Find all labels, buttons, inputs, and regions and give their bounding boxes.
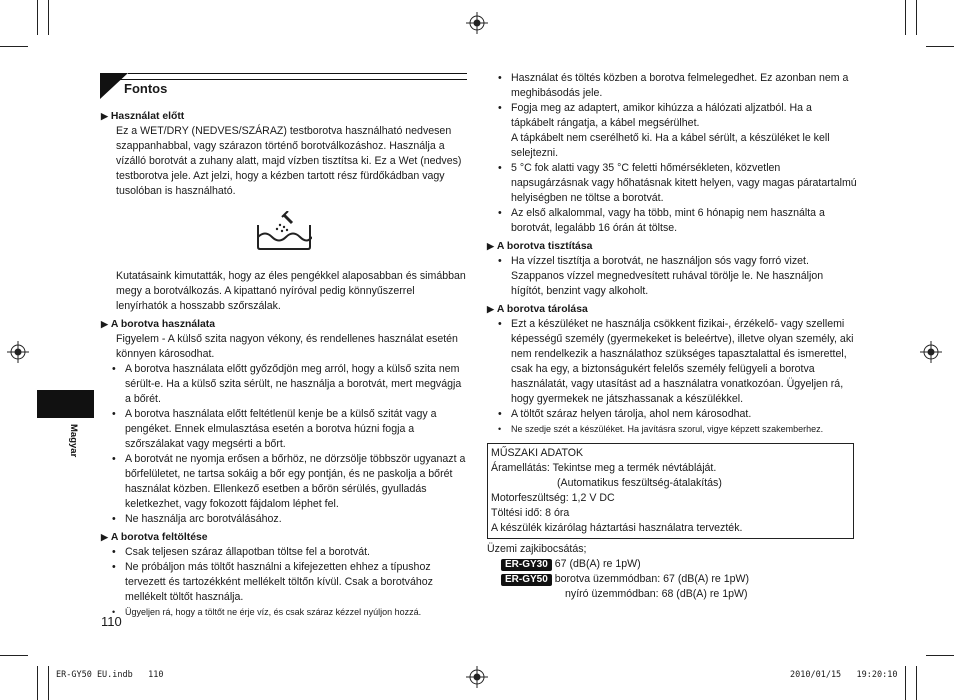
- page-number: 110: [101, 614, 122, 629]
- bullet-list: [487, 254, 857, 299]
- list-item: • Ezt a készüléket ne használja csökkent fizikai-, érzékelő- vagy szellemi képességű személy (gyermekeket is beleértve), illetve olyan személy, aki nem rendelkezik a használathoz szükséges tapasztalattal és ismerettel, csak ha egy, a biztonságukért felelős személy felügyeli a borotva használatát, vagy utasítást ad a használatra vonatkozóan. Ügyeljen rá, hogy gyermekek ne játszhassanak a készülékkel.: [511, 317, 857, 407]
- crop-mark: [48, 0, 49, 35]
- crop-mark: [926, 655, 954, 656]
- crop-mark: [916, 666, 917, 700]
- paragraph: Kutatásaink kimutatták, hogy az éles pengékkel alaposabban és simábban megy a borotválkozás. A kipattanó nyíróval pedig könnyűszerrel lenyírhatók a hosszabb szőrszálak.: [116, 270, 466, 312]
- list-item: • Ügyeljen rá, hogy a töltőt ne érje víz, és csak száraz kézzel nyúljon hozzá.: [125, 605, 469, 620]
- registration-mark-icon: [920, 341, 942, 363]
- right-column: [487, 71, 857, 602]
- list-item: • Az első alkalommal, vagy ha több, mint 6 hónapig nem használta a borotvát, legalább 16 órán át töltse.: [511, 206, 857, 236]
- header-rule: [128, 73, 467, 74]
- noise-row: [487, 557, 857, 572]
- footer-datetime: 2010/01/15 19:20:10: [790, 670, 898, 680]
- spec-charge: Töltési idő: 8 óra: [491, 507, 570, 519]
- crop-mark: [0, 46, 28, 47]
- list-item: • A töltőt száraz helyen tárolja, ahol nem károsodhat.: [511, 407, 857, 422]
- spec-title: MŰSZAKI ADATOK: [491, 447, 584, 459]
- noise-row: [487, 572, 857, 587]
- left-column: [101, 106, 469, 620]
- section-heading: ▶ Használat előtt: [101, 111, 185, 122]
- crop-mark: [37, 666, 38, 700]
- noise-value: borotva üzemmódban: 67 (dB(A) re 1pW): [554, 573, 750, 585]
- list-item: • A borotvát ne nyomja erősen a bőrhöz, ne dörzsölje többször ugyanazt a bőrfelületet, ne tartsa sokáig a bőr egy pontján, és ne paskolja a bőrét használat közben. Ellenkező esetben a bőrön sérülés, gyulladás keletkezhet, vagy fokozott fájdalom léphet fel.: [125, 452, 469, 512]
- paragraph: Ez a WET/DRY (NEDVES/SZÁRAZ) testborotva használható nedvesen szappanhabbal, vagy szárazon történő borotválkozáshoz. Használja a vízálló borotvát a zuhany alatt, majd vízben tisztítsa ki. Ez a Wet (nedves) testborotva jele. Azt jelzi, hogy a kézben tartott rész fürdőkádban vagy tusolóban is használható.: [116, 125, 462, 197]
- paragraph: Figyelem - A külső szita nagyon vékony, és rendellenes használat esetén könnyen károsodhat.: [116, 333, 458, 360]
- spec-note: A készülék kizárólag háztartási használatra tervezték.: [491, 522, 743, 534]
- list-item: • Fogja meg az adaptert, amikor kihúzza a hálózati aljzatból. Ha a tápkábelt rángatja, a kábel megsérülhet. A tápkábelt nem cserélhető ki. Ha a kábel sérült, a készüléket le kell selejtezni.: [511, 101, 857, 161]
- list-item: • Ne szedje szét a készüléket. Ha javításra szorul, vigye képzett szakemberhez.: [511, 422, 857, 437]
- list-item: • Ha vízzel tisztítja a borotvát, ne használjon sós vagy forró vizet. Szappanos vízzel megnedvesített ruhával törölje le. Ne használjon hígítót, benzint vagy alkoholt.: [511, 254, 857, 299]
- section-heading: ▶ A borotva tárolása: [487, 304, 588, 315]
- noise-title: Üzemi zajkibocsátás;: [487, 543, 587, 555]
- crop-mark: [48, 666, 49, 700]
- wet-shower-icon: [101, 199, 469, 265]
- crop-mark: [905, 666, 906, 700]
- header-rule-thin: [100, 79, 467, 80]
- bullet-list: [101, 362, 469, 527]
- section-heading: ▶ A borotva feltöltése: [101, 532, 208, 543]
- page-title: Fontos: [124, 81, 168, 96]
- noise-value: nyíró üzemmódban: 68 (dB(A) re 1pW): [565, 588, 748, 600]
- registration-mark-icon: [7, 341, 29, 363]
- model-badge: ER-GY30: [501, 559, 552, 571]
- section-heading: ▶ A borotva tisztítása: [487, 241, 593, 252]
- language-tab: [37, 390, 94, 418]
- list-item: • Ne próbáljon más töltőt használni a kifejezetten ehhez a típushoz tervezett és tartozékként mellékelt töltőn kívül. Csak a borotvához mellékelt töltőt használja.: [125, 560, 469, 605]
- spec-motor: Motorfeszültség: 1,2 V DC: [491, 492, 615, 504]
- list-item: • Használat és töltés közben a borotva felmelegedhet. Ez azonban nem a meghibásodás jele.: [511, 71, 857, 101]
- registration-mark-icon: [466, 12, 488, 34]
- spec-box: [487, 443, 854, 539]
- list-item: • A borotva használata előtt feltétlenül kenje be a külső szitát vagy a pengéket. Ennek elmulasztása esetén a borotva húzni fogja a szőrszálakat vagy megsérti a bőrt.: [125, 407, 469, 452]
- crop-mark: [926, 46, 954, 47]
- crop-mark: [0, 655, 28, 656]
- list-item: • 5 °C fok alatti vagy 35 °C feletti hőmérsékleten, közvetlen napsugárzásnak vagy hőhatásnak kitett helyen, vagy magas páratartalmú helyiségben ne töltse a borotvát.: [511, 161, 857, 206]
- model-badge: ER-GY50: [501, 574, 552, 586]
- bullet-list: [487, 71, 857, 236]
- section-heading: ▶ A borotva használata: [101, 319, 216, 330]
- list-item: • Csak teljesen száraz állapotban töltse fel a borotvát.: [125, 545, 469, 560]
- crop-mark: [37, 0, 38, 35]
- noise-value: 67 (dB(A) re 1pW): [554, 558, 641, 570]
- list-item: • A borotva használata előtt győződjön meg arról, hogy a külső szita nem sérült-e. Ha a külső szita sérült, ne használja a borotvát, mert megvágja a bőrét.: [125, 362, 469, 407]
- registration-mark-icon: [466, 666, 488, 688]
- spec-power: Áramellátás: Tekintse meg a termék névtábláját.: [491, 462, 717, 474]
- bullet-list: [101, 545, 469, 620]
- crop-mark: [916, 0, 917, 35]
- language-tab-label: Magyar: [68, 424, 79, 458]
- list-item: • Ne használja arc borotválásához.: [125, 512, 469, 527]
- crop-mark: [905, 0, 906, 35]
- bullet-list: [487, 317, 857, 437]
- footer-file: ER-GY50 EU.indb 110: [56, 670, 164, 680]
- spec-power-sub: (Automatikus feszültség-átalakítás): [557, 477, 722, 489]
